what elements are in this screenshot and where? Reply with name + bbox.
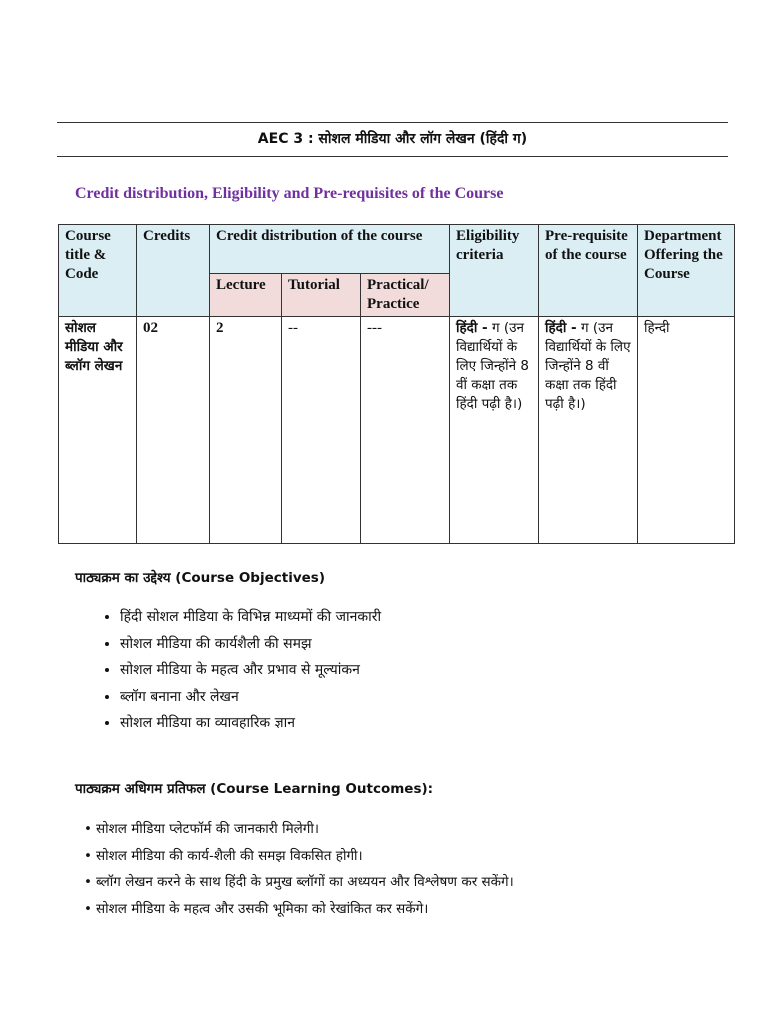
header-prerequisite: Pre-requisite of the course xyxy=(539,225,638,317)
list-item: • ब्लॉग बनाना और लेखन xyxy=(120,684,381,711)
cell-eligibility xyxy=(450,317,539,544)
header-course-title-code: Course title & Code xyxy=(59,225,137,317)
list-item: • सोशल मीडिया प्लेटफॉर्म की जानकारी मिलेगी। xyxy=(84,816,514,843)
table-row xyxy=(59,317,735,544)
list-item: • सोशल मीडिया की कार्य-शैली की समझ विकसित होगी। xyxy=(84,843,514,870)
cell-credits: 02 xyxy=(137,317,210,544)
objectives-list xyxy=(96,604,381,737)
header-eligibility: Eligibility criteria xyxy=(450,225,539,317)
bottom-rule xyxy=(57,156,728,157)
list-item: • ब्लॉग लेखन करने के साथ हिंदी के प्रमुख ब्लॉगों का अध्ययन और विश्लेषण कर सकेंगे। xyxy=(84,869,514,896)
objectives-heading: पाठ्यक्रम का उद्देश्य (Course Objectives) xyxy=(75,570,325,586)
cell-tutorial: -- xyxy=(282,317,361,544)
list-item: • सोशल मीडिया का व्यावहारिक ज्ञान xyxy=(120,710,381,737)
list-item: • हिंदी सोशल मीडिया के विभिन्न माध्यमों की जानकारी xyxy=(120,604,381,631)
list-item: • सोशल मीडिया के महत्व और प्रभाव से मूल्यांकन xyxy=(120,657,381,684)
credit-distribution-table xyxy=(58,224,735,544)
header-tutorial: Tutorial xyxy=(282,274,361,317)
list-item: • सोशल मीडिया के महत्व और उसकी भूमिका को रेखांकित कर सकेंगे। xyxy=(84,896,514,923)
top-rule xyxy=(57,122,728,123)
header-lecture: Lecture xyxy=(210,274,282,317)
cell-course-title: सोशल मीडिया और ब्लॉग लेखन xyxy=(59,317,137,544)
header-department: Department Offering the Course xyxy=(638,225,735,317)
prerequisite-bold: हिंदी - xyxy=(545,320,577,336)
cell-practical: --- xyxy=(361,317,450,544)
prerequisite-text: ग (उन विद्यार्थियों के लिए जिन्होंने 8 वीं कक्षा तक हिंदी पढ़ी है।) xyxy=(545,320,631,412)
cell-prerequisite xyxy=(539,317,638,544)
header-credits: Credits xyxy=(137,225,210,317)
outcomes-heading: पाठ्यक्रम अधिगम प्रतिफल (Course Learning Outcomes): xyxy=(75,781,434,797)
cell-lecture: 2 xyxy=(210,317,282,544)
list-item: • सोशल मीडिया की कार्यशैली की समझ xyxy=(120,631,381,658)
header-credit-distribution: Credit distribution of the course xyxy=(210,225,450,274)
eligibility-text: ग (उन विद्यार्थियों के लिए जिन्होंने 8 वीं कक्षा तक हिंदी पढ़ी है।) xyxy=(456,320,530,412)
outcomes-list xyxy=(84,816,514,922)
cell-department: हिन्दी xyxy=(638,317,735,544)
section-subtitle: Credit distribution, Eligibility and Pre-requisites of the Course xyxy=(75,185,504,202)
eligibility-bold: हिंदी - xyxy=(456,320,488,336)
course-title: AEC 3 : सोशल मीडिया और लॉग लेखन (हिंदी ग) xyxy=(257,131,528,147)
header-practical: Practical/ Practice xyxy=(361,274,450,317)
